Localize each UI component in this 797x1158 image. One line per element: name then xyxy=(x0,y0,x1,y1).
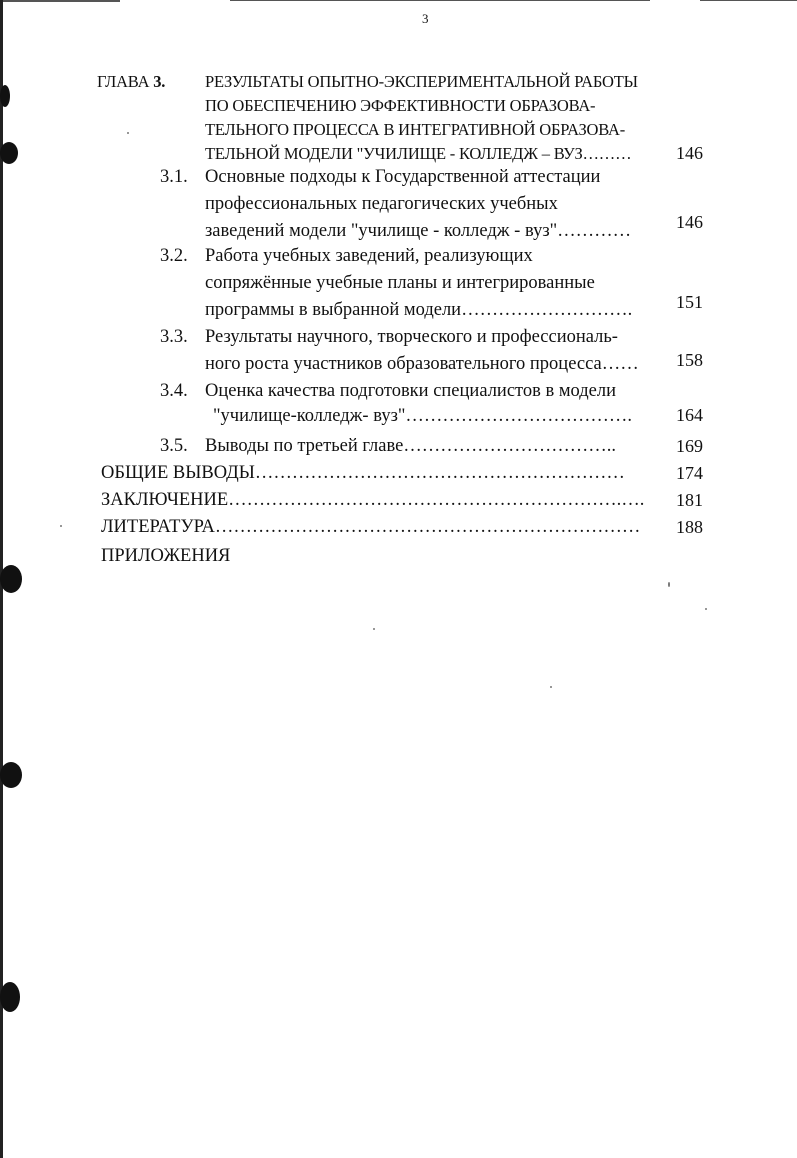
chapter-page: 146 xyxy=(676,143,703,163)
back-matter-title: ОБЩИЕ ВЫВОДЫ…………………………………………………… xyxy=(101,463,625,483)
binding-hole-mark xyxy=(0,142,18,164)
chapter-title-line: ТЕЛЬНОЙ МОДЕЛИ "УЧИЛИЩЕ - КОЛЛЕДЖ – ВУЗ……… xyxy=(205,144,632,163)
section-page: 158 xyxy=(676,350,703,370)
section-number: 3.4. xyxy=(160,381,188,401)
scan-speck xyxy=(668,582,670,587)
back-matter-page: 188 xyxy=(676,517,703,537)
section-line: Оценка качества подготовки специалистов в модели xyxy=(205,381,617,401)
scan-top-edge xyxy=(700,0,797,1)
back-matter-page: 174 xyxy=(676,463,703,483)
chapter-title-line: ПО ОБЕСПЕЧЕНИЮ ЭФФЕКТИВНОСТИ ОБРАЗОВА- xyxy=(205,96,596,115)
section-line: программы в выбранной модели………………………. xyxy=(205,300,633,320)
section-line: Выводы по третьей главе…………………………….. xyxy=(205,436,617,456)
scan-speck xyxy=(373,628,375,630)
back-matter-title: ЗАКЛЮЧЕНИЕ……………………………………………………….…. xyxy=(101,490,645,510)
section-line: Результаты научного, творческого и профессиональ- xyxy=(205,327,618,347)
scan-top-edge xyxy=(0,0,120,2)
section-line: Основные подходы к Государственной аттестации xyxy=(205,167,601,187)
section-page: 151 xyxy=(676,292,703,312)
section-page: 164 xyxy=(676,405,703,425)
back-matter-title: ПРИЛОЖЕНИЯ xyxy=(101,546,231,566)
scan-speck xyxy=(550,686,552,688)
section-line: ного роста участников образовательного процесса…… xyxy=(205,354,639,374)
section-number: 3.2. xyxy=(160,246,188,266)
chapter-title-line: РЕЗУЛЬТАТЫ ОПЫТНО-ЭКСПЕРИМЕНТАЛЬНОЙ РАБОТЫ xyxy=(205,72,638,91)
scan-speck xyxy=(705,608,707,610)
chapter-label-prefix: ГЛАВА xyxy=(97,72,154,91)
back-matter-page: 181 xyxy=(676,490,703,510)
chapter-label xyxy=(97,71,165,93)
section-line: сопряжённые учебные планы и интегрированные xyxy=(205,273,595,293)
page-number: 3 xyxy=(422,11,429,26)
back-matter-title: ЛИТЕРАТУРА…………………………………………………………… xyxy=(101,517,641,537)
section-line: профессиональных педагогических учебных xyxy=(205,194,558,214)
section-number: 3.3. xyxy=(160,327,188,347)
section-page: 169 xyxy=(676,436,703,456)
section-number: 3.1. xyxy=(160,167,188,187)
section-line: Работа учебных заведений, реализующих xyxy=(205,246,533,266)
chapter-title-line: ТЕЛЬНОГО ПРОЦЕССА В ИНТЕГРАТИВНОЙ ОБРАЗОВА- xyxy=(205,120,626,139)
chapter-label-number: 3. xyxy=(153,72,166,91)
section-page: 146 xyxy=(676,212,703,232)
scan-speck xyxy=(127,132,129,134)
section-line: заведений модели "училище - колледж - вуз"………… xyxy=(205,221,632,241)
scan-speck xyxy=(60,525,62,527)
binding-hole-mark xyxy=(0,982,20,1012)
section-number: 3.5. xyxy=(160,436,188,456)
scan-top-edge xyxy=(230,0,650,1)
binding-hole-mark xyxy=(0,565,22,593)
section-line: "училище-колледж- вуз"………………………………. xyxy=(213,406,633,426)
binding-hole-mark xyxy=(0,762,22,788)
binding-hole-mark xyxy=(0,85,10,107)
